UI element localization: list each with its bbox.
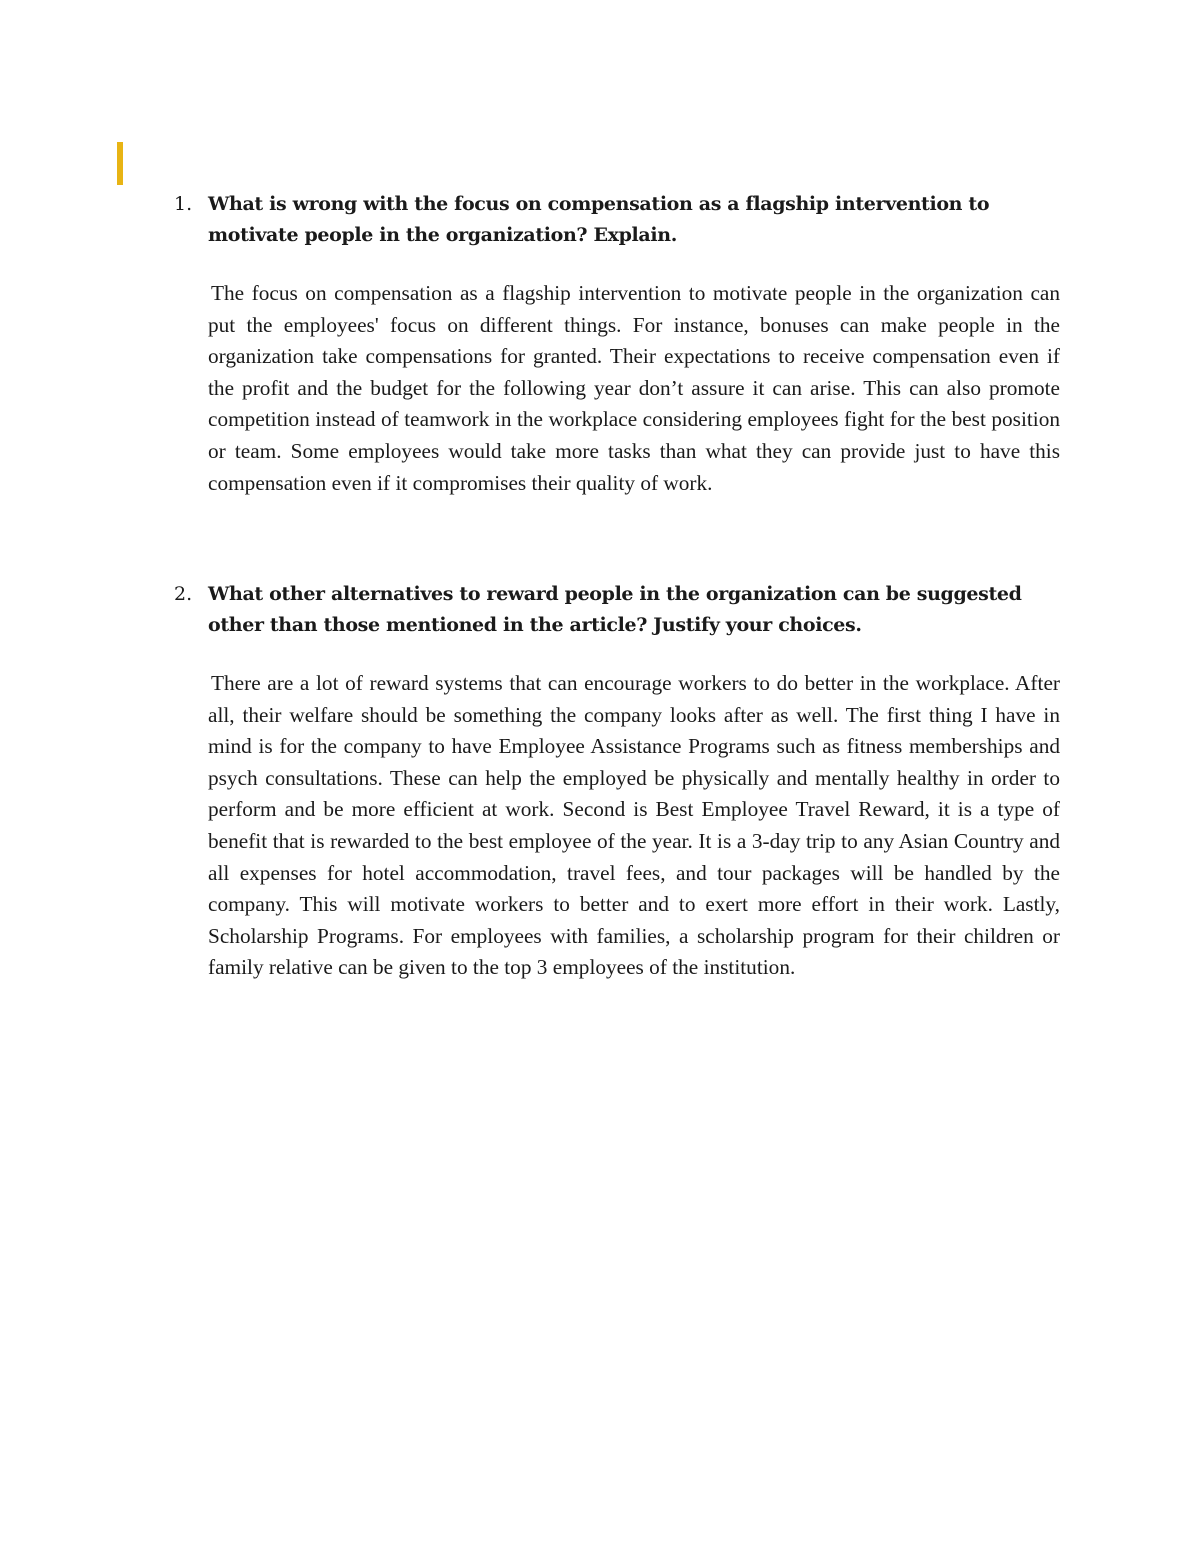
accent-bar xyxy=(117,142,123,185)
question-text: What is wrong with the focus on compensation as a flagship intervention to motivate people in the organization? Explain. xyxy=(208,193,990,246)
answer-paragraph: The focus on compensation as a flagship intervention to motivate people in the organization can put the employees' focus on different things. For instance, bonuses can make people in the organization take compensations for granted. Their expectations to receive compensation even if the profit and the budget for the following year don’t assure it can arise. This can also promote competition instead of teamwork in the workplace considering employees fight for the best position or team. Some employees would take more tasks than what they can provide just to have this compensation even if it compromises their quality of work. xyxy=(208,281,1060,495)
question-text: What other alternatives to reward people in the organization can be suggested other than those mentioned in the article? Justify your choices. xyxy=(208,583,1022,636)
question-block-1 xyxy=(174,189,1060,499)
question-number: 1. xyxy=(174,193,193,215)
question-number: 2. xyxy=(174,583,193,605)
question-block-2 xyxy=(174,579,1060,984)
answer-paragraph: There are a lot of reward systems that can encourage workers to do better in the workplace. After all, their welfare should be something the company looks after as well. The first thing I have in mind is for the company to have Employee Assistance Programs such as fitness memberships and psych consultations. These can help the employed be physically and mentally healthy in order to perform and be more efficient at work. Second is Best Employee Travel Reward, it is a type of benefit that is rewarded to the best employee of the year. It is a 3-day trip to any Asian Country and all expenses for hotel accommodation, travel fees, and tour packages will be handled by the company. This will motivate workers to better and to exert more effort in their work. Lastly, Scholarship Programs. For employees with families, a scholarship program for their children or family relative can be given to the top 3 employees of the institution. xyxy=(208,671,1060,980)
